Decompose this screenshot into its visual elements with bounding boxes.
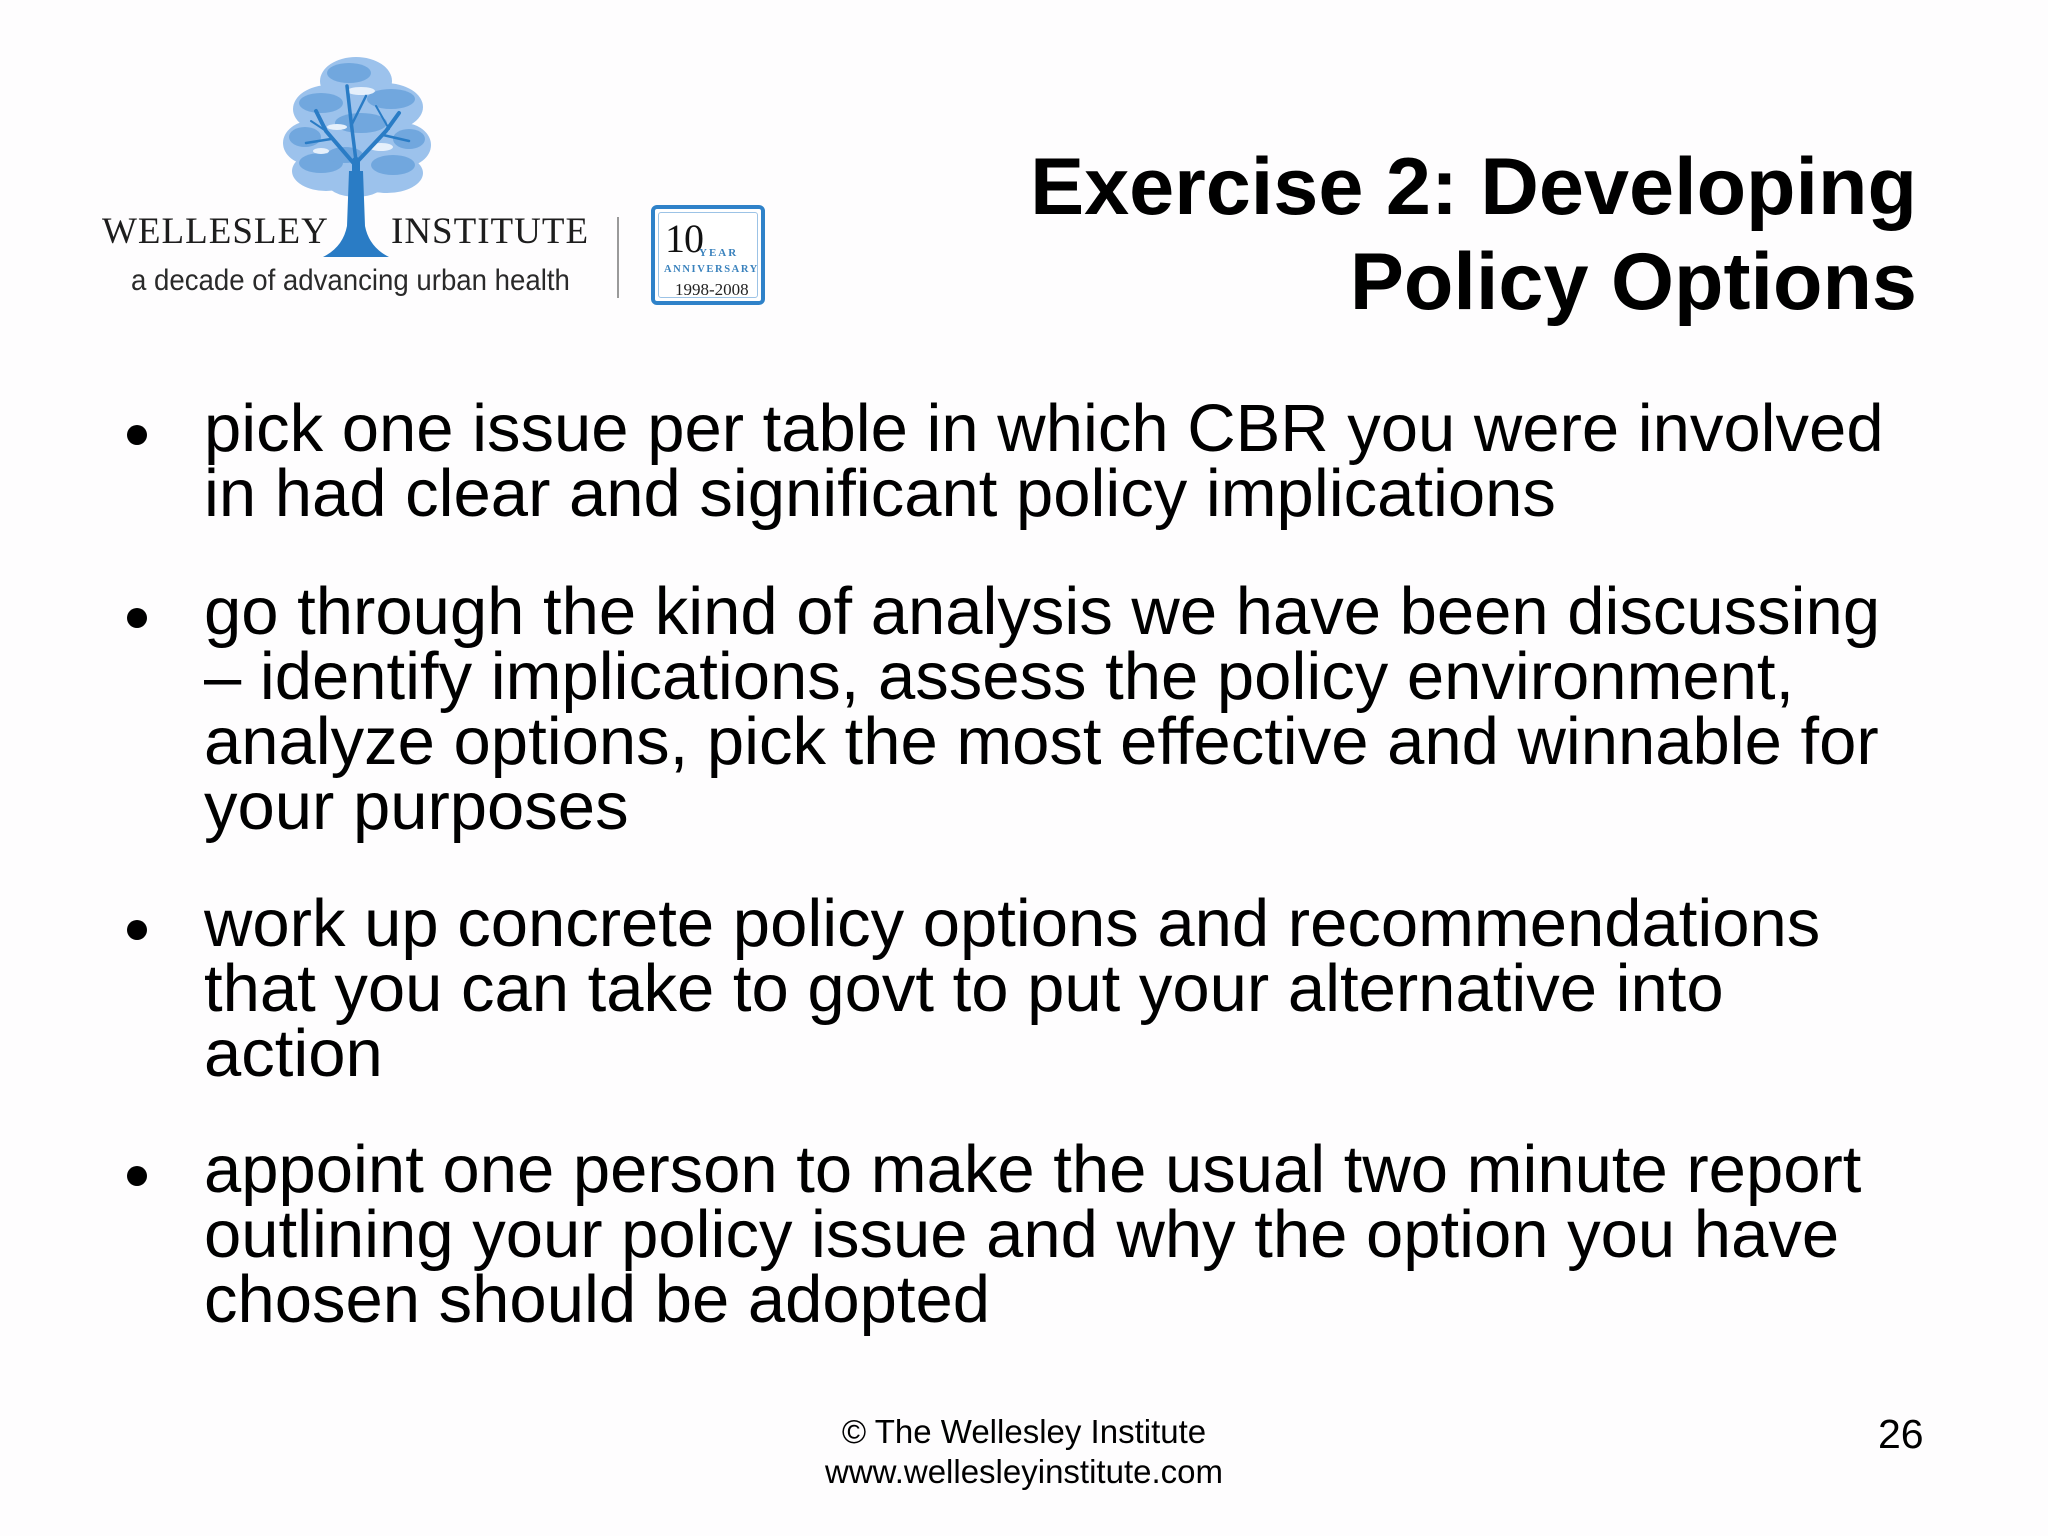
slide-title (1030, 140, 1917, 330)
bullet-dot-icon (127, 1166, 147, 1186)
bullet-dot-icon (127, 608, 147, 628)
bullet-line: go through the kind of analysis we have been discussing (204, 574, 1881, 649)
logo-divider (617, 217, 619, 298)
badge-number: 10 (665, 216, 703, 261)
badge-anniversary-label: ANNIVERSARY (664, 264, 759, 275)
bullet-text (204, 574, 1881, 844)
badge-years: 1998-2008 (675, 280, 749, 299)
footer-copyright: © The Wellesley Institute (841, 1413, 1207, 1450)
bullet-text (204, 391, 1884, 531)
bullet-line: work up concrete policy options and recommendations (204, 886, 1821, 961)
logo-tagline: a decade of advancing urban health (131, 264, 570, 297)
footer-url: www.wellesleyinstitute.com (825, 1453, 1223, 1490)
bullet-line: outlining your policy issue and why the option you have (204, 1197, 1840, 1272)
logo-name-right: INSTITUTE (391, 211, 590, 252)
slide-title-line-1: Exercise 2: Developing (1030, 142, 1917, 232)
wellesley-institute-logo (95, 45, 795, 325)
bullet-text (204, 886, 1821, 1091)
bullet-line: action (204, 1016, 383, 1091)
bullet-line: appoint one person to make the usual two minute report (204, 1132, 1862, 1207)
bullet-dot-icon (127, 425, 147, 445)
badge-year-label: YEAR (699, 247, 739, 259)
bullet-dot-icon (127, 920, 147, 940)
bullet-line: analyze options, pick the most effective and winnable for (204, 704, 1879, 779)
bullet-line: your purposes (204, 769, 629, 844)
bullet-text (204, 1132, 1862, 1337)
bullet-line: – identify implications, assess the policy environment, (204, 639, 1795, 714)
bullet-line: that you can take to govt to put your alternative into (204, 951, 1724, 1026)
slide-title-line-2: Policy Options (1349, 237, 1917, 327)
logo-name-left: WELLESLEY (102, 211, 329, 252)
bullet-line: chosen should be adopted (204, 1262, 991, 1337)
anniversary-badge (651, 205, 765, 305)
footer (0, 1412, 2048, 1492)
bullet-line: in had clear and significant policy implications (204, 456, 1556, 531)
bullet-line: pick one issue per table in which CBR you were involved (204, 391, 1884, 466)
page-number: 26 (1878, 1411, 1924, 1457)
